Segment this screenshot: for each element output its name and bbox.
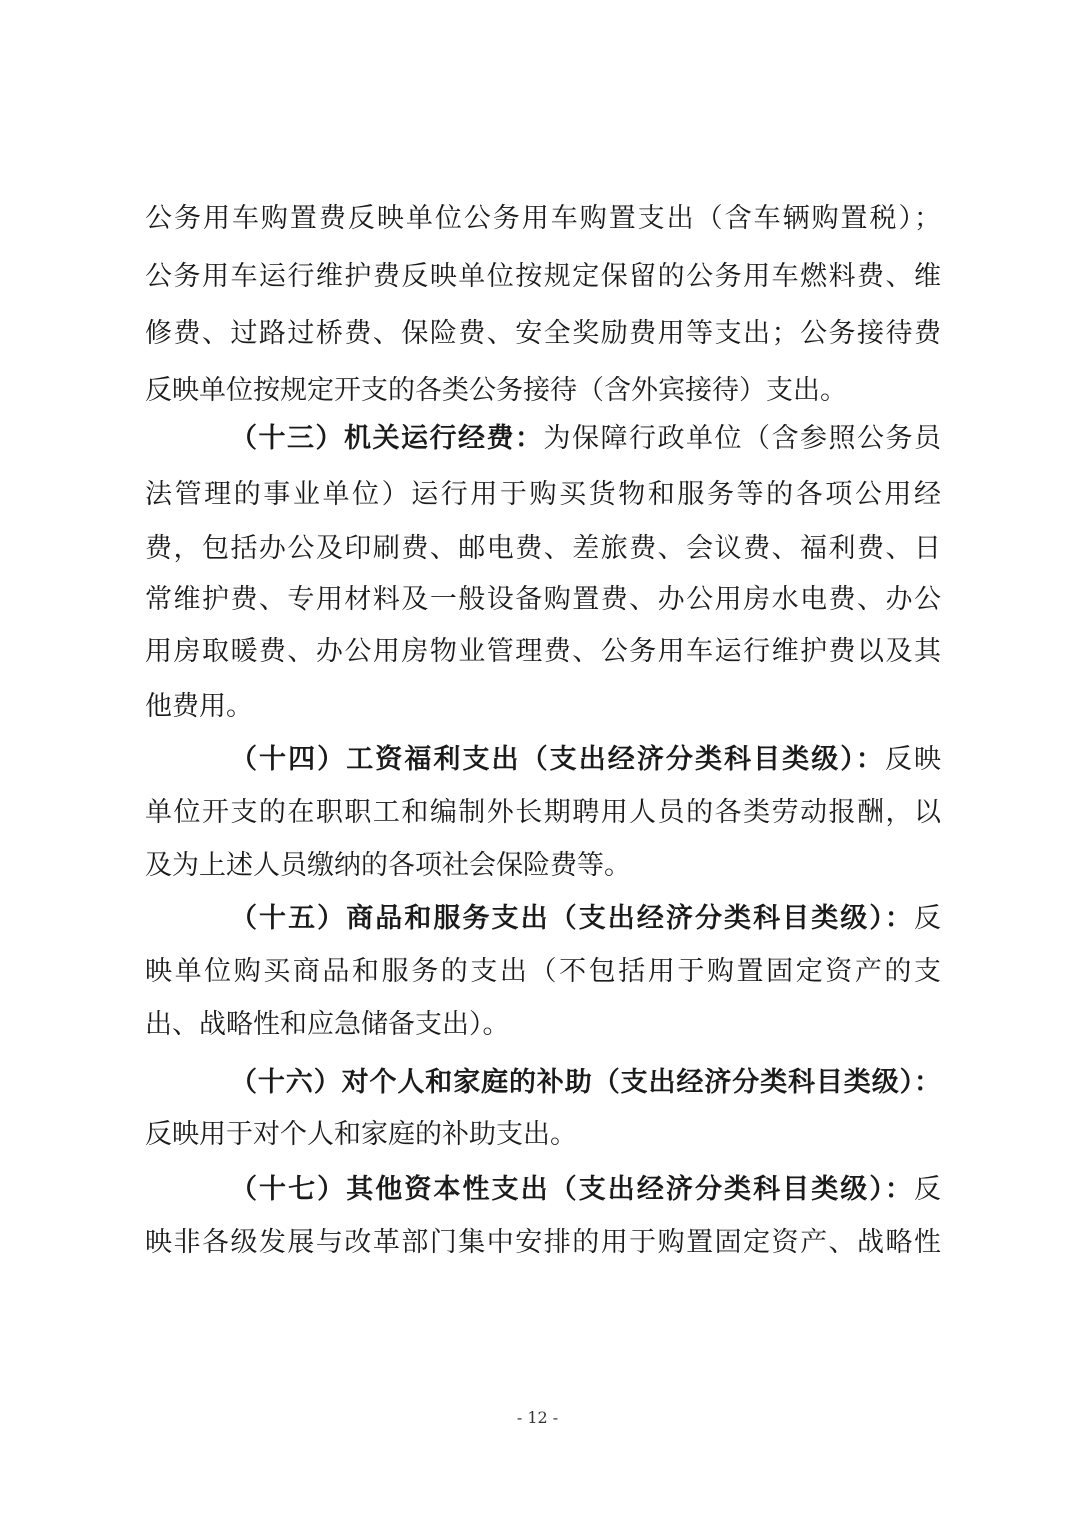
paragraph-line [145, 583, 941, 617]
body-text: 映单位购买商品和服务的支出（不包括用于购置固定资产的支 [145, 956, 941, 987]
body-text: 反映单位按规定开支的各类公务接待（含外宾接待）支出。 [145, 375, 847, 406]
body-text: 用房取暖费、办公用房物业管理费、公务用车运行维护费以及其 [145, 636, 941, 667]
body-text: 反映 [884, 744, 941, 775]
paragraph-line [145, 478, 941, 512]
paragraph-line [145, 796, 941, 830]
section-heading-line [230, 1173, 941, 1207]
body-text: 单位开支的在职职工和编制外长期聘用人员的各类劳动报酬，以 [145, 797, 941, 828]
paragraph-line [145, 1226, 941, 1260]
section-heading: （十三）机关运行经费： [230, 423, 544, 454]
section-heading: （十四）工资福利支出（支出经济分类科目类级）： [230, 744, 885, 775]
section-heading-line [230, 902, 941, 936]
body-text: 他费用。 [145, 691, 253, 722]
section-heading: （十五）商品和服务支出（支出经济分类科目类级）： [230, 903, 914, 934]
paragraph-line [145, 635, 941, 669]
body-text: 常维护费、专用材料及一般设备购置费、办公用房水电费、办公 [145, 584, 941, 615]
body-text: 映非各级发展与改革部门集中安排的用于购置固定资产、战略性 [145, 1227, 941, 1258]
section-heading: （十六）对个人和家庭的补助（支出经济分类科目类级）： [230, 1067, 941, 1098]
body-text: 反映用于对个人和家庭的补助支出。 [145, 1119, 577, 1150]
paragraph-line [145, 532, 941, 566]
body-text: 为保障行政单位（含参照公务员 [543, 423, 941, 454]
paragraph-line [145, 1118, 941, 1152]
paragraph-line [145, 955, 941, 989]
body-text: 费，包括办公及印刷费、邮电费、差旅费、会议费、福利费、日 [145, 533, 941, 564]
paragraph-line [145, 1008, 941, 1042]
paragraph-line [145, 260, 941, 294]
body-text: 修费、过路过桥费、保险费、安全奖励费用等支出；公务接待费 [145, 318, 941, 349]
body-text: 反 [914, 1174, 941, 1205]
body-text: 出、战略性和应急储备支出）。 [145, 1009, 510, 1040]
section-heading-line [230, 422, 941, 456]
body-text: 公务用车运行维护费反映单位按规定保留的公务用车燃料费、维 [145, 261, 941, 292]
page-number: - 12 - [516, 1408, 559, 1427]
paragraph-line [145, 690, 941, 724]
paragraph-line [145, 849, 941, 883]
paragraph-line [145, 317, 941, 351]
body-text: 法管理的事业单位）运行用于购买货物和服务等的各项公用经 [145, 479, 941, 510]
body-text: 公务用车购置费反映单位公务用车购置支出（含车辆购置税）； [145, 203, 941, 234]
section-heading-line [230, 1066, 941, 1100]
paragraph-line [145, 374, 941, 408]
paragraph-line [145, 202, 941, 236]
section-heading-line [230, 743, 941, 777]
section-heading: （十七）其他资本性支出（支出经济分类科目类级）： [230, 1174, 914, 1205]
body-text: 及为上述人员缴纳的各项社会保险费等。 [145, 850, 631, 881]
body-text: 反 [914, 903, 941, 934]
